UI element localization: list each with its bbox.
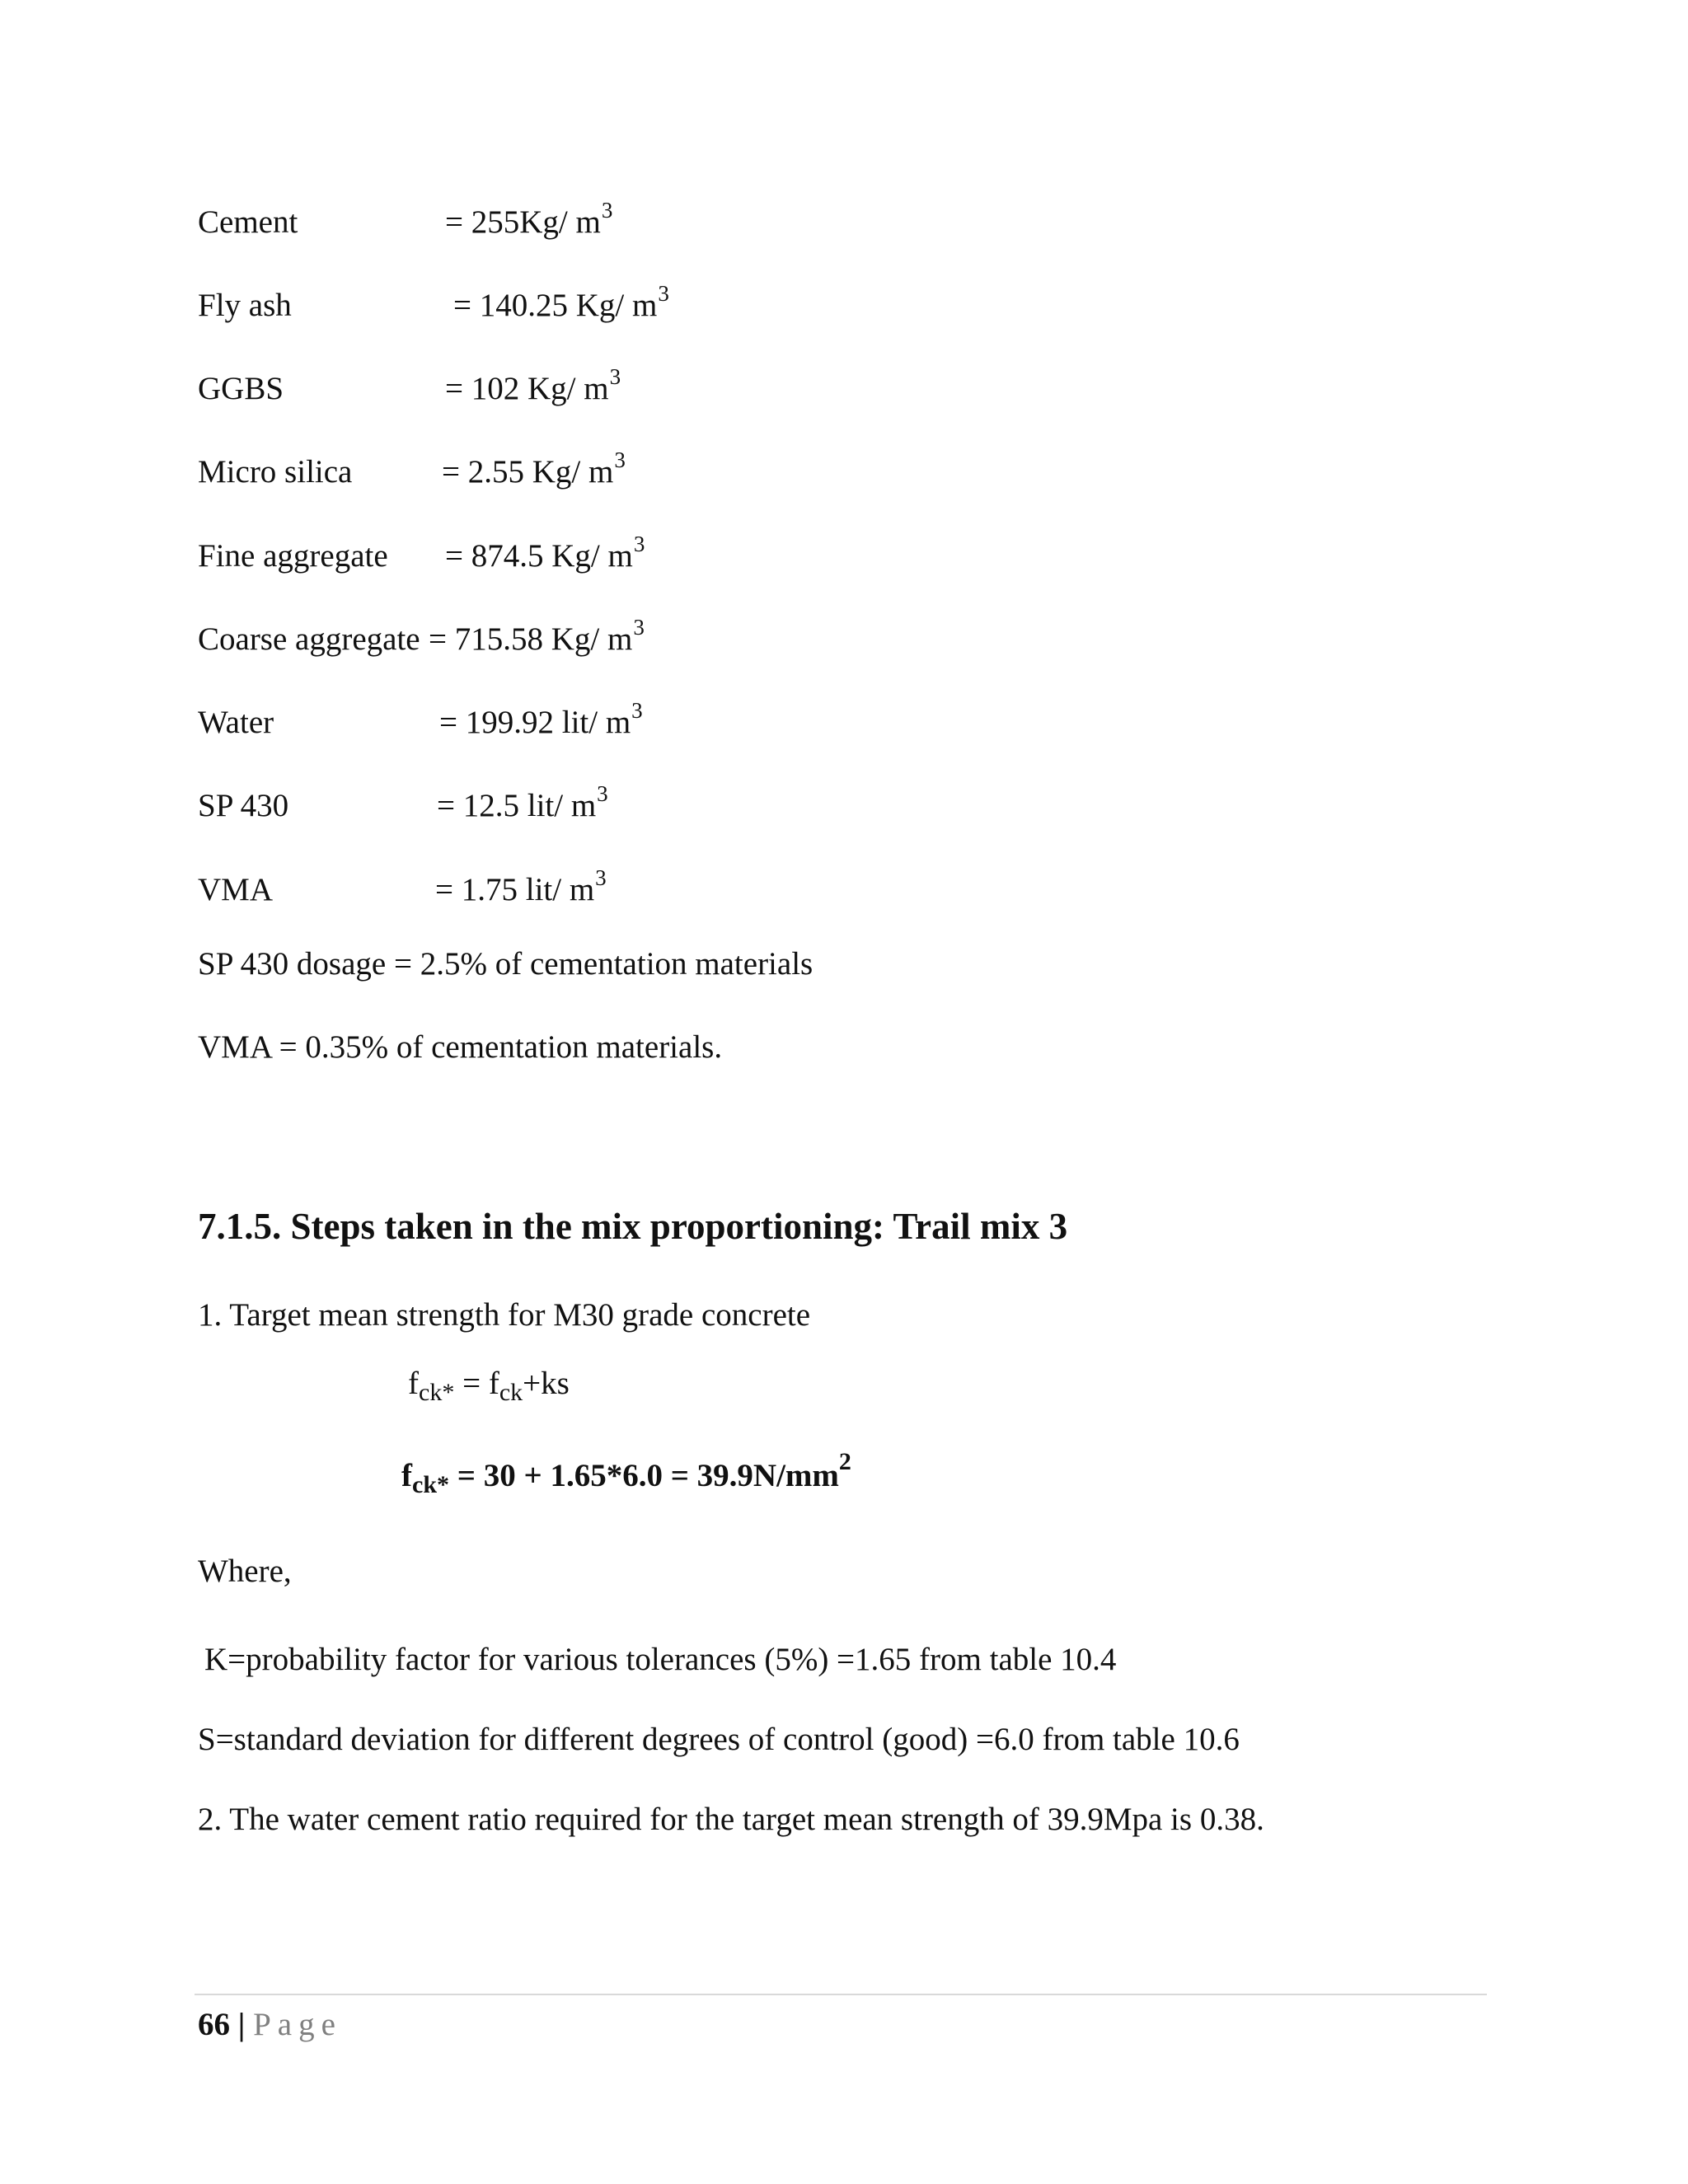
material-value: = 715.58 Kg/ $m^3$ [429, 615, 645, 657]
page-number: 66 [198, 2007, 230, 2042]
material-value: = 2.55 Kg/ $m^3$ [442, 448, 626, 490]
footer-separator: | [237, 2007, 246, 2042]
material-label: GGBS [198, 371, 284, 406]
material-value: = 874.5 Kg/ $m^3$ [445, 532, 645, 574]
material-value: = 1.75 lit/ $m^3$ [435, 865, 607, 907]
page-footer [198, 2006, 342, 2043]
material-label: Coarse aggregate [198, 621, 420, 657]
material-label: VMA [198, 872, 274, 907]
sp430-dosage-text: SP 430 dosage = 2.5% of cementation materials [198, 946, 814, 982]
formula-target-strength: $f_{ck*} = 30 + 1.65*6.0 = 39.9N/mm^2$ [401, 1448, 851, 1498]
material-value: = 12.5 lit/ $m^3$ [437, 781, 608, 823]
material-label: Fine aggregate [198, 538, 388, 574]
page-word: Page [253, 2007, 342, 2042]
material-label: SP 430 [198, 788, 289, 823]
where-text: Where, [198, 1554, 292, 1589]
material-value: = 255Kg/ $m^3$ [445, 198, 613, 240]
material-value: = 140.25 Kg/ $m^3$ [453, 281, 669, 323]
vma-dosage-text: VMA = 0.35% of cementation materials. [198, 1029, 723, 1065]
material-label: Micro silica [198, 454, 353, 490]
section-heading: 7.1.5. Steps taken in the mix proportioning: Trail mix 3 [198, 1206, 1068, 1247]
formula-general: $f_{ck*} = f_{ck}+ks$ [408, 1366, 570, 1406]
step-1-text: 1. Target mean strength for M30 grade concrete [198, 1297, 811, 1333]
step-2-text: 2. The water cement ratio required for the target mean strength of 39.9Mpa is 0.38. [198, 1802, 1264, 1837]
material-label: Fly ash [198, 288, 292, 323]
footer-divider [195, 1994, 1487, 1995]
material-value: = 199.92 lit/ $m^3$ [439, 698, 643, 740]
material-label: Cement [198, 204, 298, 240]
material-label: Water [198, 705, 274, 740]
material-value: = 102 Kg/ $m^3$ [445, 364, 621, 406]
s-definition: S=standard deviation for different degrees of control (good) =6.0 from table 10.6 [198, 1722, 1240, 1757]
k-definition: K=probability factor for various tolerances (5%) =1.65 from table 10.4 [204, 1642, 1117, 1677]
